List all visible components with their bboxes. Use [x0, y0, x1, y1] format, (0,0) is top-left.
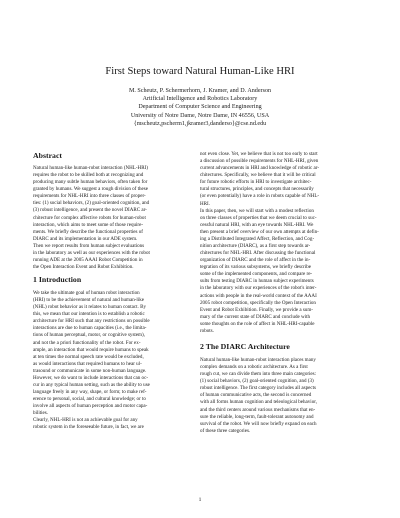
text-line: involve all aspects of human perception and motor capa- — [33, 403, 148, 410]
text-line: ing a Distributed Integrated Affect, Reflection, and Cog- — [200, 235, 315, 242]
text-line: chitecture for complex affective robots for human-robot — [33, 214, 146, 221]
text-line: Natural human-like human-robot interaction (NHL-HRI) — [33, 165, 148, 171]
abstract-heading: Abstract — [33, 151, 63, 160]
text-line: for future robotic efforts in HRI to investigate architec- — [200, 179, 312, 186]
text-line: as would interactions that required humans to hear ul- — [33, 360, 142, 367]
text-line: a discussion of possible requirements for NHL-HRI, given — [200, 158, 319, 165]
text-line: and not the a priori functionality of the robot. For ex- — [33, 339, 141, 346]
text-line: in the laboratory as well as our experiences with the robot — [33, 249, 150, 256]
text-line: architecture for HRI such that any restrictions on possible — [33, 318, 150, 325]
affiliation-lab: Artificial Intelligence and Robotics Laboratory — [142, 96, 258, 103]
text-line: bilities. — [33, 410, 49, 417]
page-number: 1 — [198, 497, 202, 503]
text-line: However, we do want to include interactions that can oc- — [33, 374, 148, 381]
paper-title: First Steps toward Natural Human-Like HRI — [105, 66, 295, 77]
author-block — [0, 87, 400, 128]
text-line: requirements for NHL-HRI into three classes of proper- — [33, 193, 146, 200]
abstract-body — [33, 165, 200, 271]
text-line: Clearly, NHL-HRI is not an achievable goal for any — [33, 417, 138, 424]
text-line: (3) robust intelligence, and present the novel DIARC ar- — [33, 207, 147, 214]
section-diarc-heading: 2 The DIARC Architecture — [200, 342, 290, 351]
author-emails: {mscheutz,pscherm1,jkramer3,danderso}@cse.nd.edu — [133, 120, 267, 127]
text-line: this, we mean that our intention is to establish a robotic — [33, 311, 145, 318]
text-line: sure the reliable, long-term, fault-tolerant autonomy and — [200, 413, 314, 420]
right-column-body — [200, 151, 367, 335]
text-line: Then we report results from human subject evaluations — [33, 242, 145, 249]
text-line: current advancements in HRI and knowledge of robotic ar- — [200, 165, 320, 172]
text-line: trasound or communicate in some non-human language. — [33, 367, 147, 374]
text-line: not even close. Yet, we believe that is not too early to start — [200, 151, 318, 157]
text-line: ample, an interaction that would require humans to speak — [33, 346, 149, 353]
text-line: Natural human-like human-robot interaction places many — [200, 357, 316, 363]
text-line: DIARC and its implementation in our ADE system. — [33, 235, 138, 242]
introduction-body — [33, 290, 200, 432]
text-line: tural structures, principles, and concepts that necessarily — [200, 186, 314, 193]
text-line: language freely in any way, shape, or form; to make ref- — [33, 389, 147, 396]
text-line: HRI. — [200, 200, 210, 207]
text-line: in the laboratory with our experiences of the robot's inter- — [200, 285, 317, 292]
text-line: erence to personal, social, and cultural knowledge; or to — [33, 396, 146, 403]
text-line: chitectures. Specifically, we believe that it will be critical — [200, 172, 316, 179]
text-line: survival of the robot. We will now briefly expand on each — [200, 420, 317, 427]
text-line: robotic system in the foreseeable future, in fact, we are — [33, 424, 144, 431]
text-line: then present a brief overview of our own attempts at defin- — [200, 228, 319, 235]
text-line: interactions are due to human capacities (i.e., the limita- — [33, 325, 147, 332]
text-line: interaction, which aims to meet some of those require- — [33, 221, 144, 228]
text-line: We take the ultimate goal of human robot interaction — [33, 290, 140, 296]
affiliation-university: University of Notre Dame, Notre Dame, IN 46556, USA — [130, 112, 270, 119]
text-line: at ten times the normal speech rate would be excluded, — [33, 353, 144, 360]
text-line: tions of human perceptual, motor, or cognitive system), — [33, 332, 145, 339]
text-line: the Open Interaction Event and Robot Exhibition. — [33, 264, 134, 271]
text-line: cessful natural HRI, with an eye towards NHL-HRI. We — [200, 221, 314, 228]
text-line: producing many subtle human behaviors, often taken for — [33, 179, 148, 186]
text-line: complex demands on a robotic architecture. As a first — [200, 364, 308, 371]
text-line: tegration of its various subsystems, we briefly describe — [200, 264, 312, 271]
text-line: cur in any typical human setting, such as the ability to use — [33, 382, 150, 389]
text-line: robust intelligence. The first category includes all aspects — [200, 385, 316, 392]
text-line: robots. — [200, 327, 214, 334]
text-line: and the third centers around various mechanisms that en- — [200, 406, 316, 413]
text-line: 2005 robot competition, specifically the Open Interaction — [200, 299, 316, 306]
text-line: mary of the current state of DIARC and conclude with — [200, 313, 311, 320]
text-line: requires the robot to be skilled both at recognizing and — [33, 172, 144, 179]
text-line: nition architecture (DIARC), as a first step towards ar- — [200, 243, 311, 250]
text-line: (NHL) robot behavior as it relates to human contact. By — [33, 304, 146, 311]
text-line: organization of DIARC and the role of affect in the in- — [200, 257, 311, 264]
text-line: Event and Robot Exhibition. Finally, we provide a sum- — [200, 306, 313, 313]
text-line: with all forms human cognition and teleological behavior, — [200, 399, 317, 406]
text-line: ments. We briefly describe the functional properties of — [33, 228, 143, 235]
text-line: rough cut, we can divide them into three main categories: — [200, 371, 317, 378]
text-line: running ADE at the 2005 AAAI Robot Competition in — [33, 257, 143, 264]
section-introduction-heading: 1 Introduction — [33, 275, 82, 284]
text-line: of these three categories. — [200, 427, 251, 434]
text-line: In this paper, then, we will start with a modest reflection — [200, 207, 314, 214]
text-line: actions with people in the real-world context of the AAAI — [200, 292, 317, 299]
author-names: M. Scheutz, P. Schermerhorn, J. Kramer, and D. Anderson — [128, 88, 272, 94]
text-line: some of the implemented components, and compare re- — [200, 271, 313, 278]
diarc-section-body — [200, 357, 367, 435]
text-line: sults from testing DIARC in human subject experiments — [200, 278, 314, 285]
text-line: on three classes of properties that we deem crucial to suc- — [200, 214, 317, 221]
text-line: granted by humans. We suggest a rough division of these — [33, 186, 148, 193]
affiliation-dept: Department of Computer Science and Engineering — [138, 104, 262, 111]
text-line: chitectures for NHL-HRI. After discussing the functional — [200, 250, 316, 257]
text-line: ties: (1) social behaviors, (2) goal-oriented cognition, and — [33, 200, 150, 207]
text-line: some thoughts on the role of affect in NHL-HRI-capable — [200, 320, 315, 327]
text-line: (1) social behaviors, (2) goal-oriented cognition, and (3) — [200, 378, 314, 385]
text-line: (or even potentially) have a role in robots capable of NHL- — [200, 193, 320, 200]
text-line: of human communicative acts, the second is concerned — [200, 392, 312, 399]
text-line: (HRI) to be the achievement of natural and human-like — [33, 297, 144, 304]
